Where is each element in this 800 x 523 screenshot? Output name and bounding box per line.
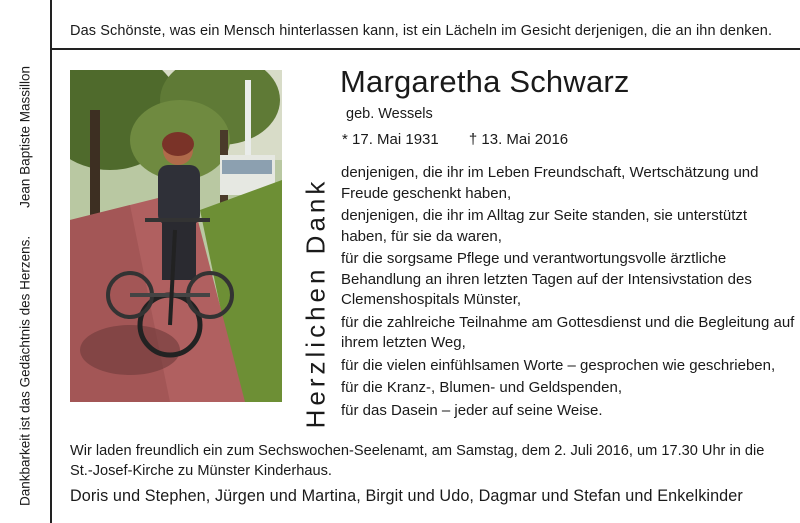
header-quote: Das Schönste, was ein Mensch hinterlassen kann, ist ein Lächeln im Gesicht derjenigen, die an ihn denken. [70, 23, 773, 39]
thanks-item: für die sorgsame Pflege und verantwortungsvolle ärztliche Behandlung an ihren letzten Tagen auf der Intensivstation des Clemenshospitals Münster, [341, 250, 752, 308]
sidebar [0, 50, 50, 523]
thanks-item: für die zahlreiche Teilnahme am Gottesdienst und die Begleitung auf ihrem letzten Weg, [341, 313, 795, 351]
thanks-item: für das Dasein – jeder auf seine Weise. [341, 401, 603, 419]
invitation-text: Wir laden freundlich ein zum Sechswochen-Seelenamt, am Samstag, dem 2. Juli 2016, um 17.30 Uhr in die St.-Josef-Kirche zu Münster Kinderhaus. [70, 443, 765, 479]
left-divider [50, 0, 52, 523]
birth-name: geb. Wessels [346, 106, 433, 122]
thanks-item: für die Kranz-, Blumen- und Geldspenden, [341, 379, 622, 396]
thanks-item: für die vielen einfühlsamen Worte – gesprochen wie geschrieben, [341, 356, 776, 374]
family-signature: Doris und Stephen, Jürgen und Martina, Birgit und Udo, Dagmar und Stefan und Enkelkinder [70, 487, 743, 505]
death-date: † 13. Mai 2016 [468, 131, 569, 148]
photo-illustration [70, 70, 282, 402]
sidebar-quote: Dankbarkeit ist das Gedächtnis des Herzens. [17, 235, 33, 506]
deceased-name: Margaretha Schwarz [340, 64, 630, 99]
sidebar-author: Jean Baptiste Massillon [17, 66, 33, 208]
thanks-heading: Herzlichen Dank [300, 177, 331, 429]
thanks-item: denjenigen, die ihr im Alltag zur Seite standen, sie unterstützt haben, für sie da waren, [341, 207, 748, 245]
life-dates [342, 131, 594, 148]
portrait-photo [70, 70, 282, 402]
top-divider [52, 48, 800, 50]
thanks-list [341, 163, 796, 423]
birth-date: * 17. Mai 1931 [342, 131, 439, 148]
sidebar-text [18, 66, 33, 506]
thanks-item: denjenigen, die ihr im Leben Freundschaft, Wertschätzung und Freude geschenkt haben, [341, 164, 759, 202]
